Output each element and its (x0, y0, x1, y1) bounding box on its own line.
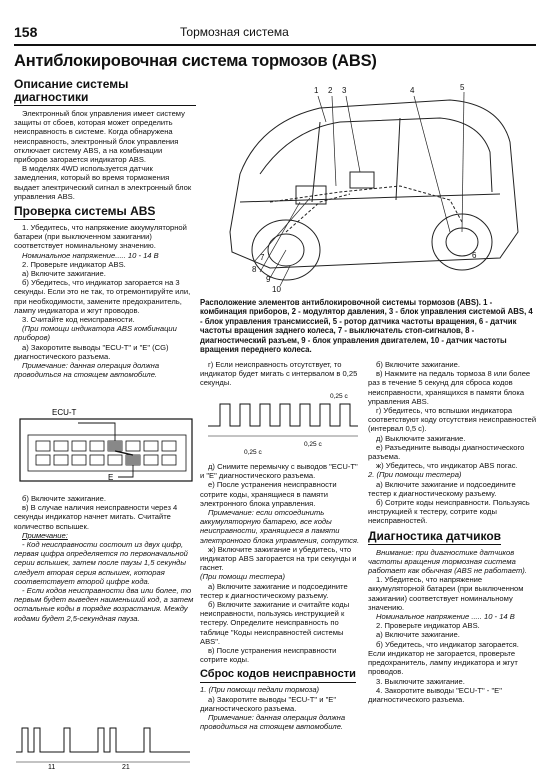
header-rule (14, 44, 536, 46)
step: ж) Включите зажигание и убедитесь, что индикатор ABS загорается на три секунды и гаснет. (200, 544, 357, 573)
step: (При помощи тестера) (200, 572, 285, 582)
step: 2. Проверьте индикатор ABS. (376, 621, 480, 631)
interval-label: 0,25 с (304, 441, 322, 448)
heading-sensor-diagnostics: Диагностика датчиков (368, 528, 502, 543)
step: 2. Проверьте индикатор ABS. (22, 259, 126, 269)
note: - Если кодов неисправности два или более, то первым будет выведен наименьший код, а затем остальные коды в порядке возрастания. Между кодами будет 2,5-секундная пауза. (14, 586, 194, 623)
nominal-voltage: Номинальное напряжение ..... 10 - 14 В (376, 612, 515, 622)
step: (При помощи индикатора ABS комбинации приборов) (14, 324, 177, 343)
step: б) Включите зажигание и считайте коды неисправности, пользуясь инструкцией к тестеру. Определите неисправность по таблице "Коды неисправностей системы ABS". (200, 600, 350, 646)
page-number: 158 (14, 24, 38, 40)
step: а) Закоротите выводы "ECU-T" и "E" диагностического разъема. (200, 694, 337, 713)
heading-code-reset: Сброс кодов неисправности (200, 668, 364, 683)
step: е) Разъедините выводы диагностического разъема. (368, 442, 525, 462)
left-column-lower (14, 494, 196, 623)
step: а) Включите зажигание и подсоедините тестер к диагностическому разъему. (200, 581, 348, 600)
page-title: Антиблокировочная система тормозов (ABS) (14, 52, 377, 70)
figure-caption: Расположение элементов антиблокировочной системы тормозов (ABS). 1 - комбинация приборов, 2 - модулятор давления, 3 - блок управления системой ABS, 4 - блок управления трансмиссией, 5 - ротор датчика частоты вращения, 6 - датчик частоты вращения заднего колеса, 7 - выключатель стоп-сигналов, 8 - диагностический разъем, 9 - блок управления двигателем, 10 - датчик частоты вращения переднего колеса. (200, 298, 533, 355)
step: д) Снимите перемычку с выводов "ECU-T" и "E" диагностического разъема. (200, 462, 358, 481)
step: 4. Закоротите выводы "ECU-T" - "E" диагностического разъема. (368, 685, 502, 704)
step: 1. Убедитесь, что напряжение аккумуляторной батареи (при выключенном зажигании) соответствует номинальному значению. (14, 223, 187, 251)
middle-column (200, 360, 364, 388)
callout-6: 6 (472, 251, 477, 260)
step: 2. (При помощи тестера) (368, 470, 462, 480)
step: б) Включите зажигание. (22, 494, 106, 503)
left-column (14, 78, 196, 379)
step: а) Включите зажигание и подсоедините тестер к диагностическому разъему. (368, 479, 516, 498)
right-column (368, 360, 538, 704)
step: 3. Выключите зажигание. (376, 676, 465, 686)
step: б) Включите зажигание. (376, 360, 460, 369)
step: 3. Считайте код неисправности. (22, 315, 135, 325)
diagnostic-connector-diagram (18, 405, 194, 487)
heading-diagnostics-description: Описание системы диагностики (14, 78, 196, 106)
step: б) Убедитесь, что индикатор загорается. Если индикатор не загорается, проверьте предохранитель, лампу индикатора и жгут проводов. (368, 639, 519, 677)
warning: Внимание: при диагностике датчиков частоты вращения тормозная система работает как обычная (ABS не работает). (368, 547, 527, 576)
step: 1. Убедитесь, что напряжение аккумуляторной батареи (при выключенном зажигании) соответствует номинальному значению. (368, 575, 524, 612)
callout-1: 1 (314, 86, 319, 95)
code-label-11: 11 (48, 764, 56, 770)
step: г) Если неисправность отсутствует, то индикатор будет мигать с интервалом в 0,25 секунды. (200, 360, 358, 388)
note: Примечание: если отсоединить аккумуляторную батарею, все коды неисправности, хранящиеся в памяти электронного блока управления, сотрутся. (200, 508, 360, 545)
step: 1. (При помощи педали тормоза) (200, 685, 320, 695)
step: е) После устранения неисправности сотрите коды, хранящиеся в памяти электронного блока управления. (200, 480, 337, 508)
callout-2: 2 (328, 86, 333, 95)
step: а) Включите зажигание. (376, 630, 460, 640)
heading-abs-check: Проверка системы ABS (14, 204, 156, 219)
callout-4: 4 (410, 86, 415, 95)
step: а) Закоротите выводы "ECU-T" и "E" (CG) диагностического разъема. (14, 342, 169, 361)
section-title: Тормозная система (180, 25, 289, 39)
code-label-21: 21 (122, 764, 130, 770)
step: д) Выключите зажигание. (376, 433, 466, 443)
note: Примечание: данная операция должна проводиться на стоящем автомобиле. (200, 713, 346, 732)
callout-8: 8 (252, 265, 257, 274)
note: Примечание: данная операция должна проводиться на стоящем автомобиле. (14, 361, 160, 380)
step: ж) Убедитесь, что индикатор ABS погас. (376, 461, 518, 471)
callout-9: 9 (266, 275, 271, 284)
e-label: E (108, 473, 114, 482)
callout-3: 3 (342, 86, 347, 95)
middle-column-lower (200, 462, 364, 731)
step: б) Сотрите коды неисправности. Пользуясь инструкцией к тестеру, сотрите коды неисправностей. (368, 498, 530, 526)
step: б) Убедитесь, что индикатор загорается на 3 секунды. Если это не так, то отремонтируйте или, при необходимости, замените предохранитель, лампу индикатора и жгут проводов. (14, 278, 191, 315)
interval-label: 0,25 с (244, 449, 262, 456)
step: в) В случае наличия неисправности через 4 секунды индикатор начнет мигать. Считайте количество вспышек. (14, 503, 178, 531)
note: - Код неисправности состоит из двух цифр, первая цифра определяется по первоначальной серии вспышек, затем после паузы 1,5 секунды следует вторая серия вспышек, которая соответствует второй цифре кода. (14, 540, 188, 586)
nominal-voltage: Номинальное напряжение..... 10 - 14 В (22, 250, 159, 260)
step: г) Убедитесь, что вспышки индикатора соответствуют коду отсутствия неисправностей (интервал 0,5 с). (368, 406, 537, 434)
step: в) Нажмите на педаль тормоза 8 или более раз в течение 5 секунд для сброса кодов неисправности, хранящихся в памяти блока управления ABS. (368, 369, 531, 406)
step: в) После устранения неисправности сотрите коды. (200, 646, 337, 665)
callout-10: 10 (272, 285, 281, 294)
paragraph: В моделях 4WD используется датчик замедления, который во время торможения выдает электрический сигнал в электронный блок управления ABS. (14, 164, 192, 201)
paragraph: Электронный блок управления имеет систему защиты от сбоев, которая может определить неисправность в системе. Когда обнаружена неисправность, электронный блок управления отключает систему ABS, а на комбинации приборов загорается индикатор ABS. (14, 109, 185, 165)
code-waveform-diagram (14, 714, 196, 770)
callout-5: 5 (460, 83, 465, 92)
ecu-t-label: ECU-T (52, 408, 77, 417)
abs-components-illustration (200, 82, 536, 294)
note-label: Примечание: (22, 530, 68, 540)
callout-7: 7 (260, 253, 265, 262)
no-fault-waveform-diagram (204, 386, 362, 458)
step: а) Включите зажигание. (22, 269, 106, 279)
interval-label: 0,25 с (330, 393, 348, 400)
